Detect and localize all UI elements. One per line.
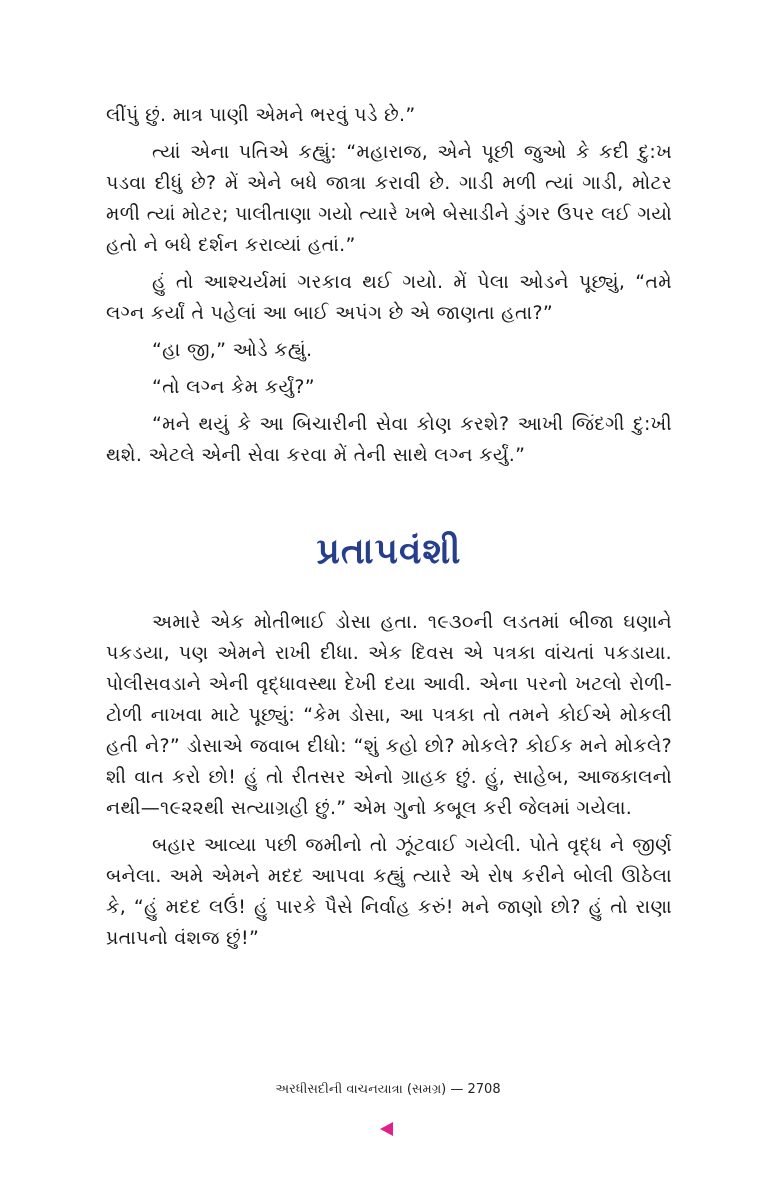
- paragraph: લીંપું છું. માત્ર પાણી એમને ભરવું પડે છે.”: [106, 104, 416, 126]
- paragraph: અમારે એક મોતીભાઈ ડોસા હતા. ૧૯૩૦ની લડતમાં બીજા ઘણાને પકડયા, પણ એમને રાખી દીધા. એક દિવસ એ પત્રકા વાંચતાં પકડાયા. પોલીસવડાને એની વૃદ્ધાવસ્થા દેખી દયા આવી. એના પરનો ખટલો રોળી-ટોળી નાખવા માટે પૂછ્યું: “કેમ ડોસા, આ પત્રકા તો તમને કોઈએ મોકલી હતી ને?” ડોસાએ જવાબ દીધો: “શું કહો છો? મોકલે? કોઈક મને મોકલે? શી વાત કરો છો! હું તો રીતસર એનો ગ્રાહક છું. હું, સાહેબ, આજકાલનો નથી—૧૯૨૨થી સત્યાગ્રહી છું.” એમ ગુનો કબૂલ કરી જેલમાં ગયેલા.: [106, 611, 672, 819]
- section-title: પ્રતાપવંશી: [316, 531, 462, 572]
- paragraph: “તો લગ્ન કેમ કર્યું?”: [152, 376, 315, 398]
- paragraph: ત્યાં એના પતિએ કહ્યું: “મહારાજ, એને પૂછી જુઓ કે કદી દુ:ખ પડવા દીધું છે? મેં એને બધે જાત્રા કરાવી છે. ગાડી મળી ત્યાં ગાડી, મોટર મળી ત્યાં મોટર; પાલીતાણા ગયો ત્યારે ખભે બેસાડીને ડુંગર ઉપર લઈ ગયો હતો ને બધે દર્શન કરાવ્યાં હતાં.”: [106, 141, 672, 256]
- paragraph: “હા જી,” ઓડે કહ્યું.: [152, 339, 313, 361]
- paragraph: હું તો આશ્ચર્યમાં ગરકાવ થઈ ગયો. મેં પેલા ઓડને પૂછ્યું, “તમે લગ્ન કર્યાં તે પહેલાં આ બાઈ અપંગ છે એ જાણતા હતા?”: [106, 271, 672, 324]
- triangle-left-icon[interactable]: [380, 1122, 393, 1136]
- paragraph: “મને થયું કે આ બિચારીની સેવા કોણ કરશે? આખી જિંદગી દુ:ખી થશે. એટલે એની સેવા કરવા મેં તેની સાથે લગ્ન કર્યું.”: [106, 413, 672, 466]
- paragraph: બહાર આવ્યા પછી જમીનો તો ઝૂંટવાઈ ગયેલી. પોતે વૃદ્ધ ને જીર્ણ બનેલા. અમે એમને મદદ આપવા કહ્યું ત્યારે એ રોષ કરીને બોલી ઊઠેલા કે, “હું મદદ લઉં! હું પારકે પૈસે નિર્વાહ કરું! મને જાણો છો? હું તો રાણા પ્રતાપનો વંશજ છું!”: [106, 834, 672, 949]
- page-footer: અરધીસદીની વાચનયાત્રા (સમગ્ર) — 2708: [275, 1082, 501, 1097]
- page-body: [106, 100, 672, 954]
